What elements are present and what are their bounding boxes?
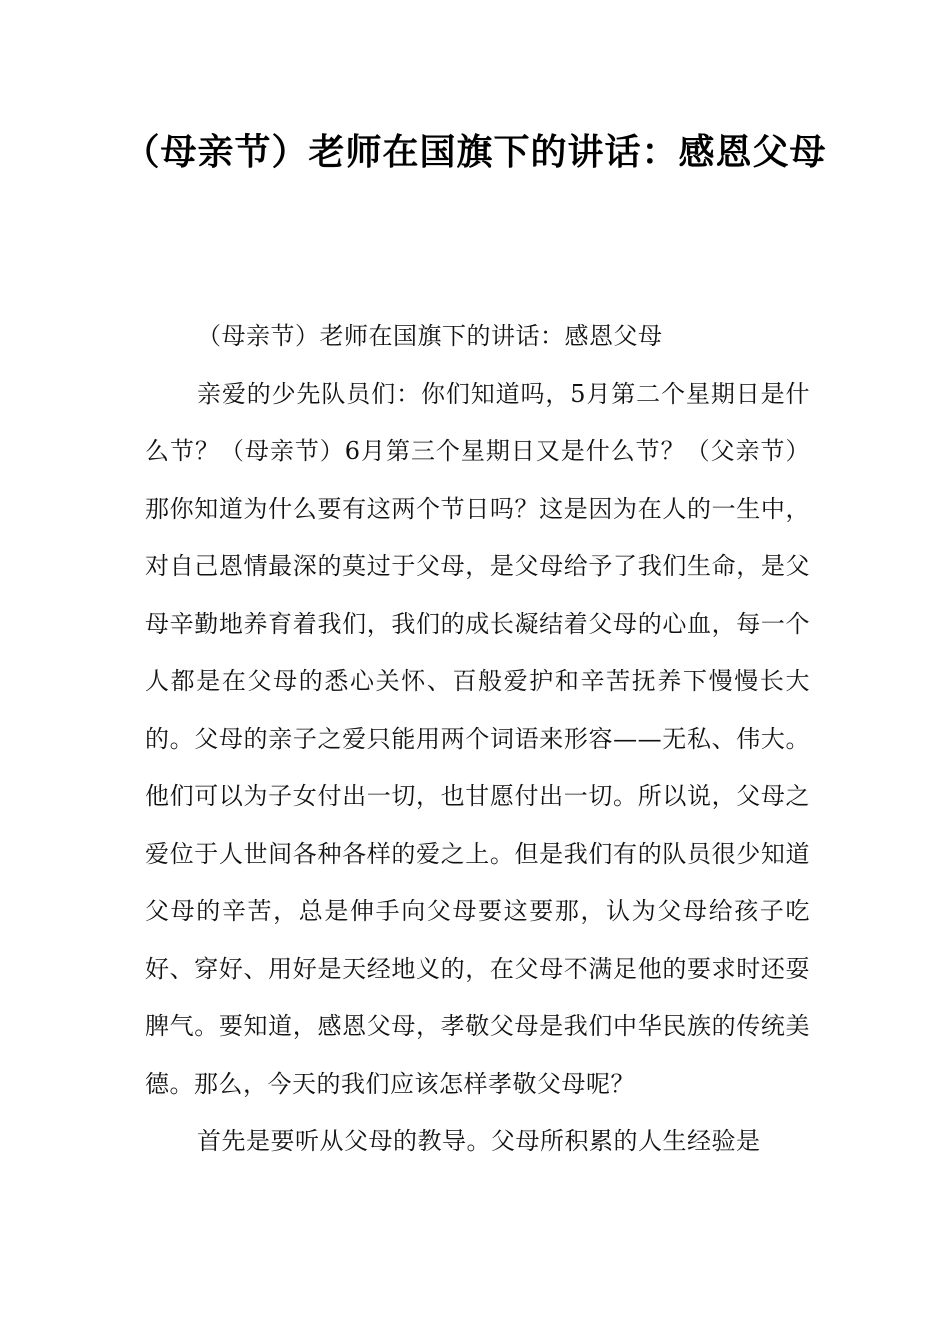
paragraph-intro: 亲爱的少先队员们：你们知道吗，5月第二个星期日是什么节？（母亲节）6月第三个星期日又是什么节？（父亲节）那你知道为什么要有这两个节日吗？这是因为在人的一生中，对自己恩情最深的莫过于父母，是父母给予了我们生命，是父母辛勤地养育着我们，我们的成长凝结着父母的心血，每一个人都是在父母的悉心关怀、百般爱护和辛苦抚养下慢慢长大的。父母的亲子之爱只能用两个词语来形容——无私、伟大。他们可以为子女付出一切，也甘愿付出一切。所以说，父母之爱位于人世间各种各样的爱之上。但是我们有的队员很少知道父母的辛苦，总是伸手向父母要这要那，认为父母给孩子吃好、穿好、用好是天经地义的，在父母不满足他的要求时还耍脾气。要知道，感恩父母，孝敬父母是我们中华民族的传统美德。那么，今天的我们应该怎样孝敬父母呢？ (145, 379, 810, 1098)
document-title: （母亲节）老师在国旗下的讲话：感恩父母 (123, 132, 827, 173)
paragraph-first-point: 首先是要听从父母的教导。父母所积累的人生经验是 (197, 1127, 761, 1155)
document-body (145, 308, 810, 1171)
paragraph-heading: （母亲节）老师在国旗下的讲话：感恩父母 (197, 322, 663, 350)
